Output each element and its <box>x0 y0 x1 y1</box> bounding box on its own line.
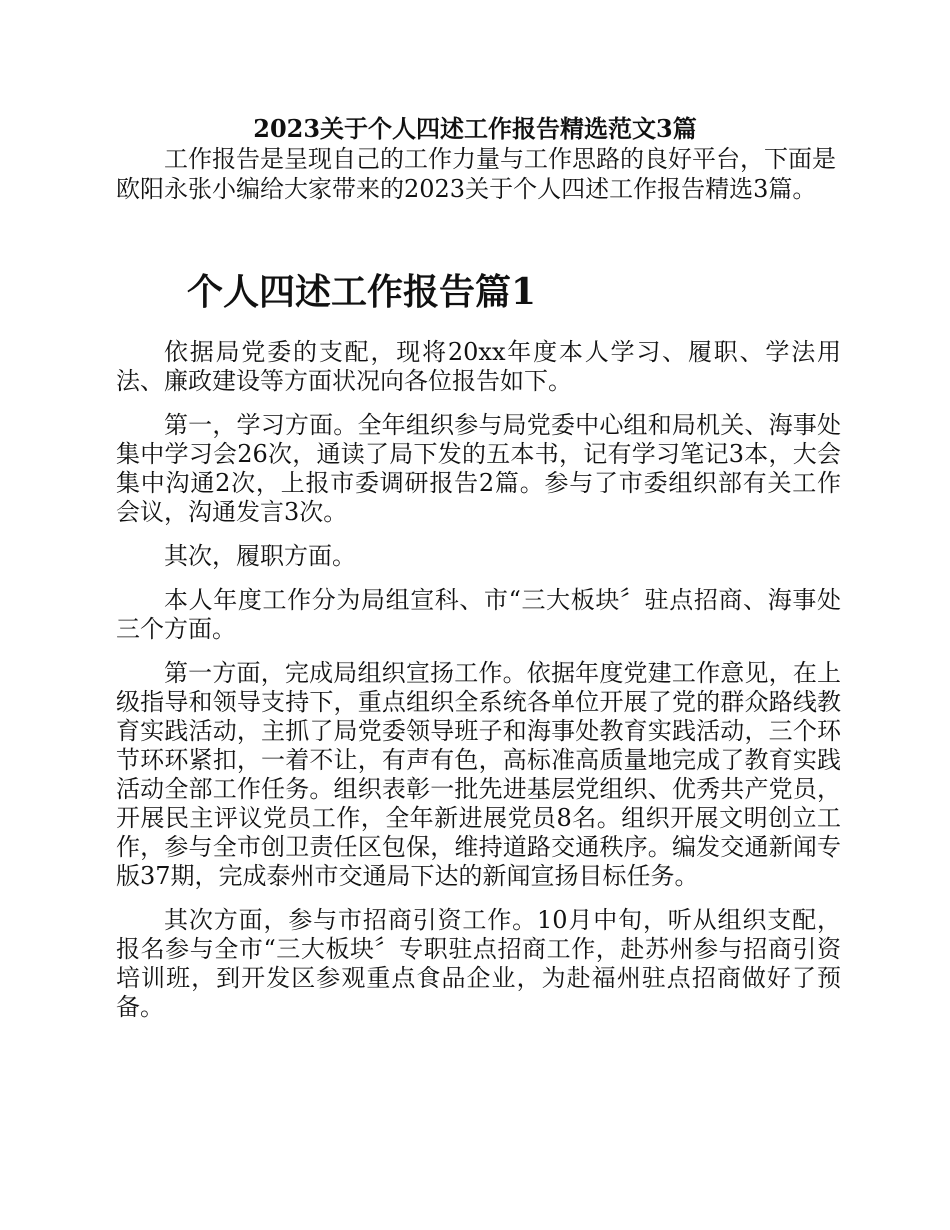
body-paragraph: 本人年度工作分为局组宣科、市“三大板块〞驻点招商、海事处三个方面。 <box>116 586 841 643</box>
body-paragraph: 依据局党委的支配，现将20xx年度本人学习、履职、学法用法、廉政建设等方面状况向各位报告如下。 <box>116 338 841 395</box>
section-heading: 个人四述工作报告篇1 <box>187 271 537 313</box>
document-title: 2023关于个人四述工作报告精选范文3篇 <box>253 114 697 143</box>
intro-paragraph: 工作报告是呈现自己的工作力量与工作思路的良好平台，下面是欧阳永张小编给大家带来的2023关于个人四述工作报告精选3篇。 <box>116 145 836 203</box>
body-paragraph: 第一方面，完成局组织宣扬工作。依据年度党建工作意见，在上级指导和领导支持下，重点组织全系统各单位开展了党的群众路线教育实践活动，主抓了局党委领导班子和海事处教育实践活动，三个环节环环紧扣，一着不让，有声有色，高标准高质量地完成了教育实践活动全部工作任务。组织表彰一批先进基层党组织、优秀共产党员，开展民主评议党员工作，全年新进展党员8名。组织开展文明创立工作，参与全市创卫责任区包保，维持道路交通秩序。编发交通新闻专版37期，完成泰州市交通局下达的新闻宣扬目标任务。 <box>116 659 841 890</box>
body-paragraph: 其次，履职方面。 <box>164 542 356 570</box>
body-paragraph: 其次方面，参与市招商引资工作。10月中旬，听从组织支配，报名参与全市“三大板块〞专职驻点招商工作，赴苏州参与招商引资培训班，到开发区参观重点食品企业，为赴福州驻点招商做好了预备。 <box>116 906 841 1021</box>
body-paragraph: 第一，学习方面。全年组织参与局党委中心组和局机关、海事处集中学习会26次，通读了局下发的五本书，记有学习笔记3本，大会集中沟通2次，上报市委调研报告2篇。参与了市委组织部有关工作会议，沟通发言3次。 <box>116 411 841 526</box>
document-body <box>116 338 841 1037</box>
